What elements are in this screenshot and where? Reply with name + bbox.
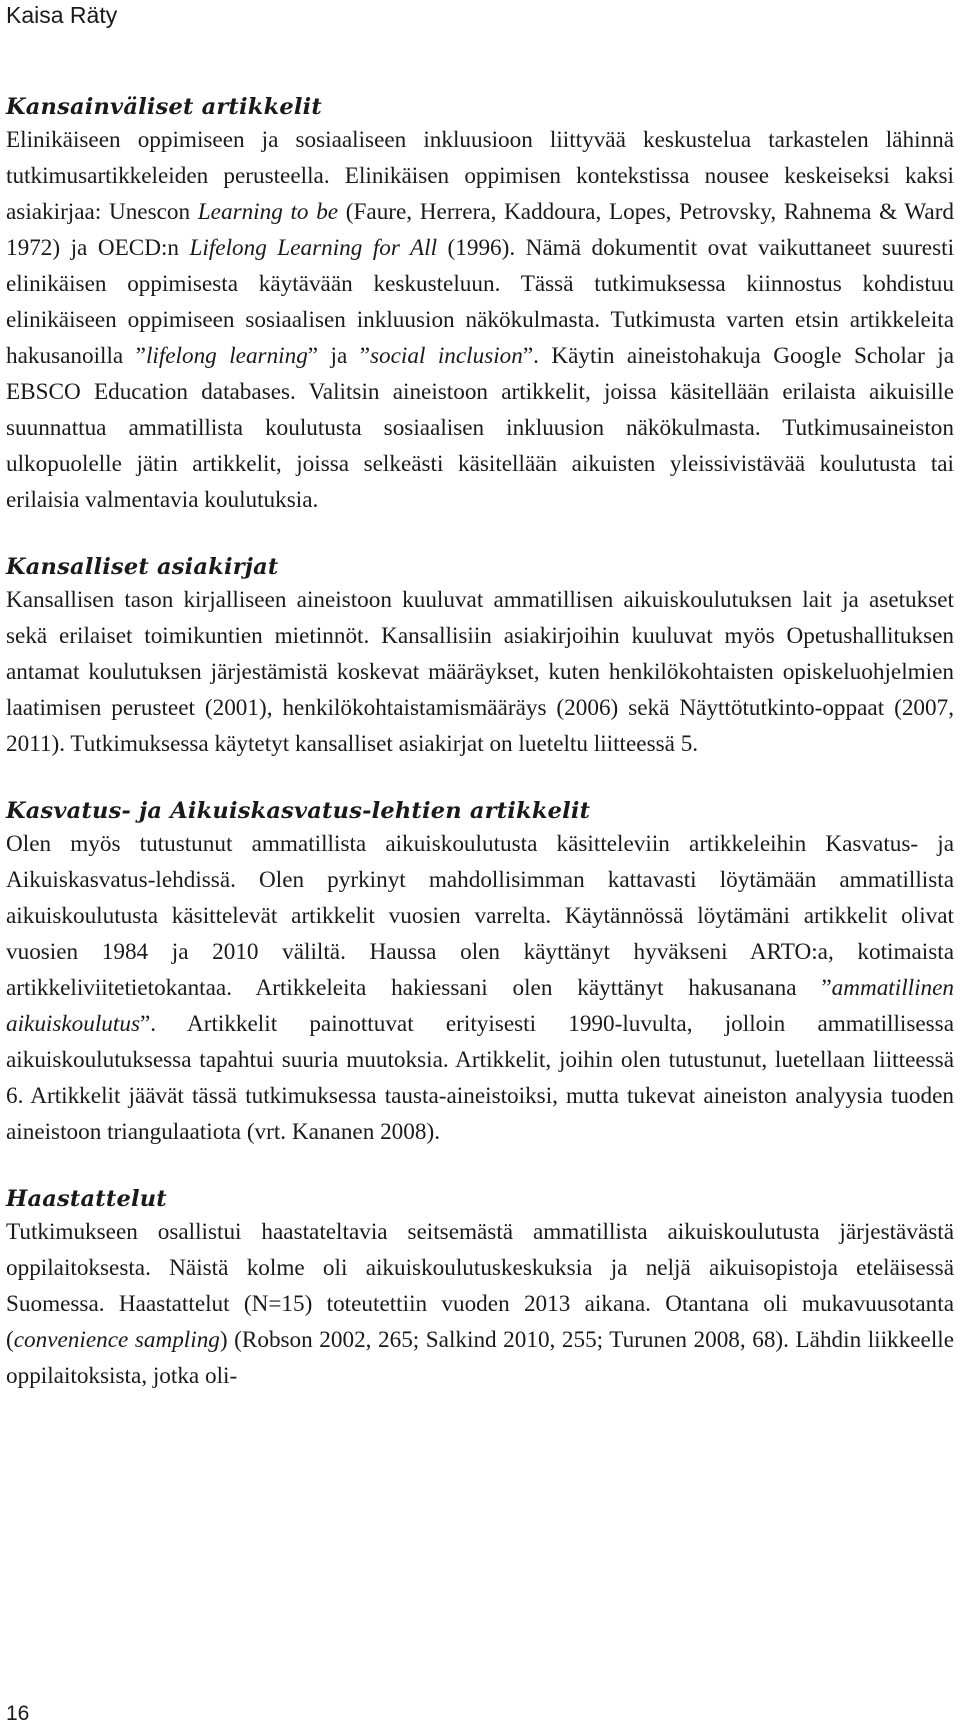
- text-run: (1996). Nämä dokumentit ovat vaikuttaneet suuresti elinikäisen oppimisesta käytävään keskusteluun. Tässä tutkimuksessa kiinnostus kohdistuu elinikäiseen oppimiseen sosiaalisen inkluusion näkökulmasta. Tutkimusta varten etsin artikkeleita hakusanoilla ”: [6, 235, 955, 369]
- section-paragraph: [6, 122, 954, 518]
- italic-text-run: lifelong learning: [145, 343, 308, 369]
- text-run: ”. Artikkelit painottuvat erityisesti 1990-luvulta, jolloin ammatillisessa aikuiskoulutuksessa tapahtui suuria muutoksia. Artikkelit, joihin olen tutustunut, luetellaan liitteessä 6. Artikkelit jäävät tässä tutkimuksessa tausta-aineistoiksi, mutta tukevat aineiston analyysia tuoden aineistoon triangulaatiota (vrt. Kananen 2008).: [6, 1011, 954, 1145]
- text-run: Elinikäiseen oppimiseen ja sosiaaliseen inkluusioon liittyvää keskustelua tarkastelen lähinnä tutkimusartikkeleiden perusteella. Elinikäisen oppimisen kontekstissa nousee keskeiseksi kaksi asiakirjaa: Unescon: [6, 127, 954, 225]
- italic-text-run: ammatillinen aikuiskoulutus: [6, 975, 954, 1037]
- section-heading: Kasvatus- ja Aikuiskasvatus-lehtien artikkelit: [6, 798, 591, 824]
- text-run: Olen myös tutustunut ammatillista aikuiskoulutusta käsitteleviin artikkeleihin Kasvatus- ja Aikuiskasvatus-lehdissä. Olen pyrkinyt mahdollisimman kattavasti löytämään ammatillista aikuiskoulutusta käsittelevät artikkelit vuosien varrelta. Käytännössä löytämäni artikkelit olivat vuosien 1984 ja 2010 väliltä. Haussa olen käyttänyt hyväkseni ARTO:a, kotimaista artikkeliviitetietokantaa. Artikkeleita hakiessani olen käyttänyt hakusanana ”: [6, 831, 954, 1001]
- italic-text-run: Lifelong Learning for All: [189, 235, 438, 261]
- text-run: (Faure, Herrera, Kaddoura, Lopes, Petrovsky, Rahnema & Ward 1972) ja OECD:n: [6, 199, 955, 261]
- text-run: Kansallisen tason kirjalliseen aineistoon kuuluvat ammatillisen aikuiskoulutuksen lait ja asetukset sekä erilaiset toimikuntien mietinnöt. Kansallisiin asiakirjoihin kuuluvat myös Opetushallituksen antamat koulutuksen järjestämistä koskevat määräykset, kuten henkilökohtaisten opiskeluohjelmien laatimisen perusteet (2001), henkilökohtaistamismääräys (2006) sekä Näyttötutkinto-oppaat (2007, 2011). Tutkimuksessa käytetyt kansalliset asiakirjat on lueteltu liitteessä 5.: [6, 587, 954, 757]
- page-content: [6, 92, 954, 1394]
- section-interviews: [6, 1184, 954, 1394]
- italic-text-run: social inclusion: [370, 343, 523, 369]
- section-national-documents: [6, 552, 954, 762]
- section-paragraph: [6, 826, 954, 1150]
- italic-text-run: convenience sampling: [13, 1327, 220, 1353]
- text-run: Tutkimukseen osallistui haastateltavia seitsemästä ammatillista aikuiskoulutusta järjestävästä oppilaitoksesta. Näistä kolme oli aikuiskoulutuskeskuksia ja neljä aikuisopistoja eteläisessä Suomessa. Haastattelut (N=15) toteutettiin vuoden 2013 aikana. Otantana oli mukavuusotanta (: [6, 1219, 954, 1353]
- section-heading: Haastattelut: [6, 1186, 167, 1212]
- text-run: ”. Käytin aineistohakuja Google Scholar ja EBSCO Education databases. Valitsin aineistoon artikkelit, joissa käsitellään erilaista aikuisille suunnattua ammatillista koulutusta sosiaalisen inkluusion näkökulmasta. Tutkimusaineiston ulkopuolelle jätin artikkelit, joissa selkeästi käsitellään aikuisten yleissivistävää koulutusta tai erilaisia valmentavia koulutuksia.: [6, 343, 954, 513]
- section-heading: Kansainväliset artikkelit: [6, 94, 322, 120]
- section-heading: Kansalliset asiakirjat: [6, 554, 279, 580]
- section-journal-articles: [6, 796, 954, 1150]
- section-paragraph: [6, 582, 954, 762]
- running-header: Kaisa Räty: [6, 2, 118, 28]
- italic-text-run: Learning to be: [197, 199, 339, 225]
- section-paragraph: [6, 1214, 954, 1394]
- text-run: ) (Robson 2002, 265; Salkind 2010, 255; Turunen 2008, 68). Lähdin liikkeelle oppilaitoksista, jotka oli-: [6, 1327, 954, 1389]
- section-international-articles: [6, 92, 954, 518]
- page-number: 16: [6, 1702, 30, 1725]
- text-run: ” ja ”: [307, 343, 370, 369]
